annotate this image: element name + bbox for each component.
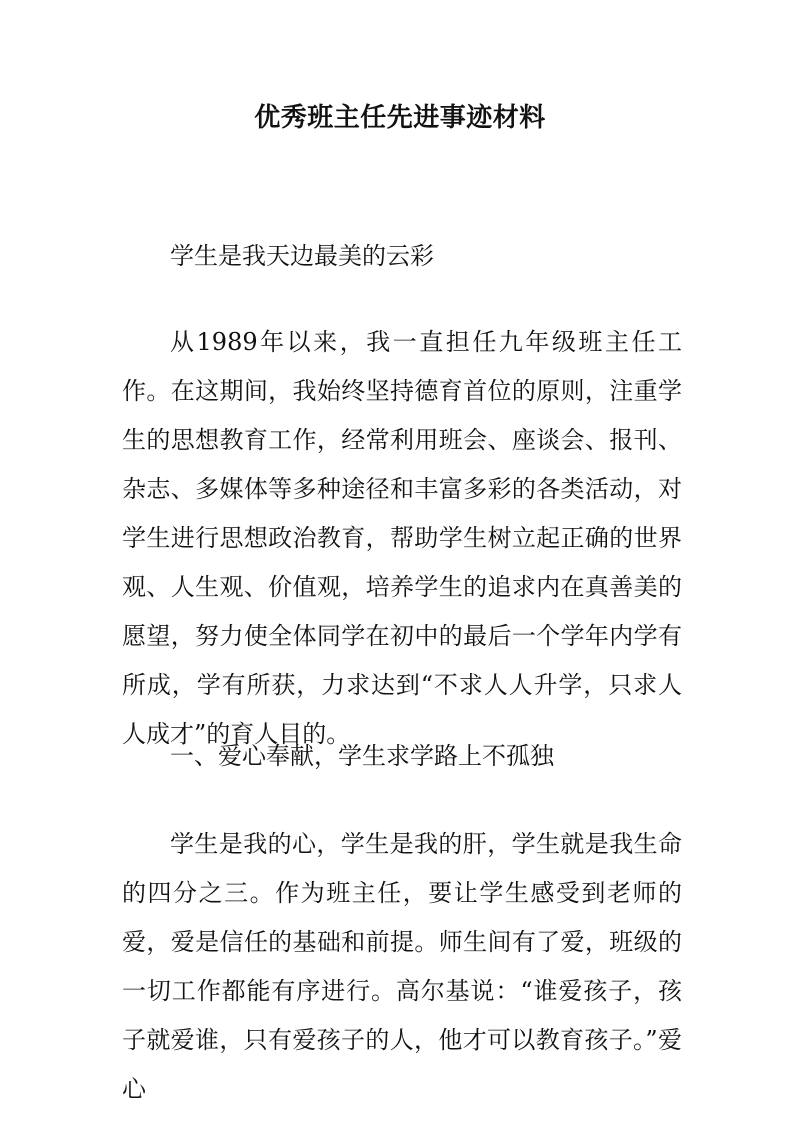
document-title: 优秀班主任先进事迹材料 <box>254 103 546 133</box>
section-heading-1: 一、爱心奉献，学生求学路上不孤独 <box>170 742 554 770</box>
body-paragraph-1: 从1989年以来，我一直担任九年级班主任工作。在这期间，我始终坚持德育首位的原则，注重学生的思想教育工作，经常利用班会、座谈会、报刊、杂志、多媒体等多种途径和丰富多彩的各类活动，对学生进行思想政治教育，帮助学生树立起正确的世界观、人生观、价值观，培养学生的追求内在真善美的愿望，努力使全体同学在初中的最后一个学年内学有所成，学有所获，力求达到“不求人人升学，只求人人成才”的育人目的。 <box>122 328 682 748</box>
body-paragraph-2: 学生是我的心，学生是我的肝，学生就是我生命的四分之三。作为班主任，要让学生感受到老师的爱，爱是信任的基础和前提。师生间有了爱，班级的一切工作都能有序进行。高尔基说：“谁爱孩子，孩子就爱谁，只有爱孩子的人，他才可以教育孩子。”爱心 <box>122 830 682 1103</box>
document-subtitle: 学生是我天边最美的云彩 <box>170 242 434 270</box>
